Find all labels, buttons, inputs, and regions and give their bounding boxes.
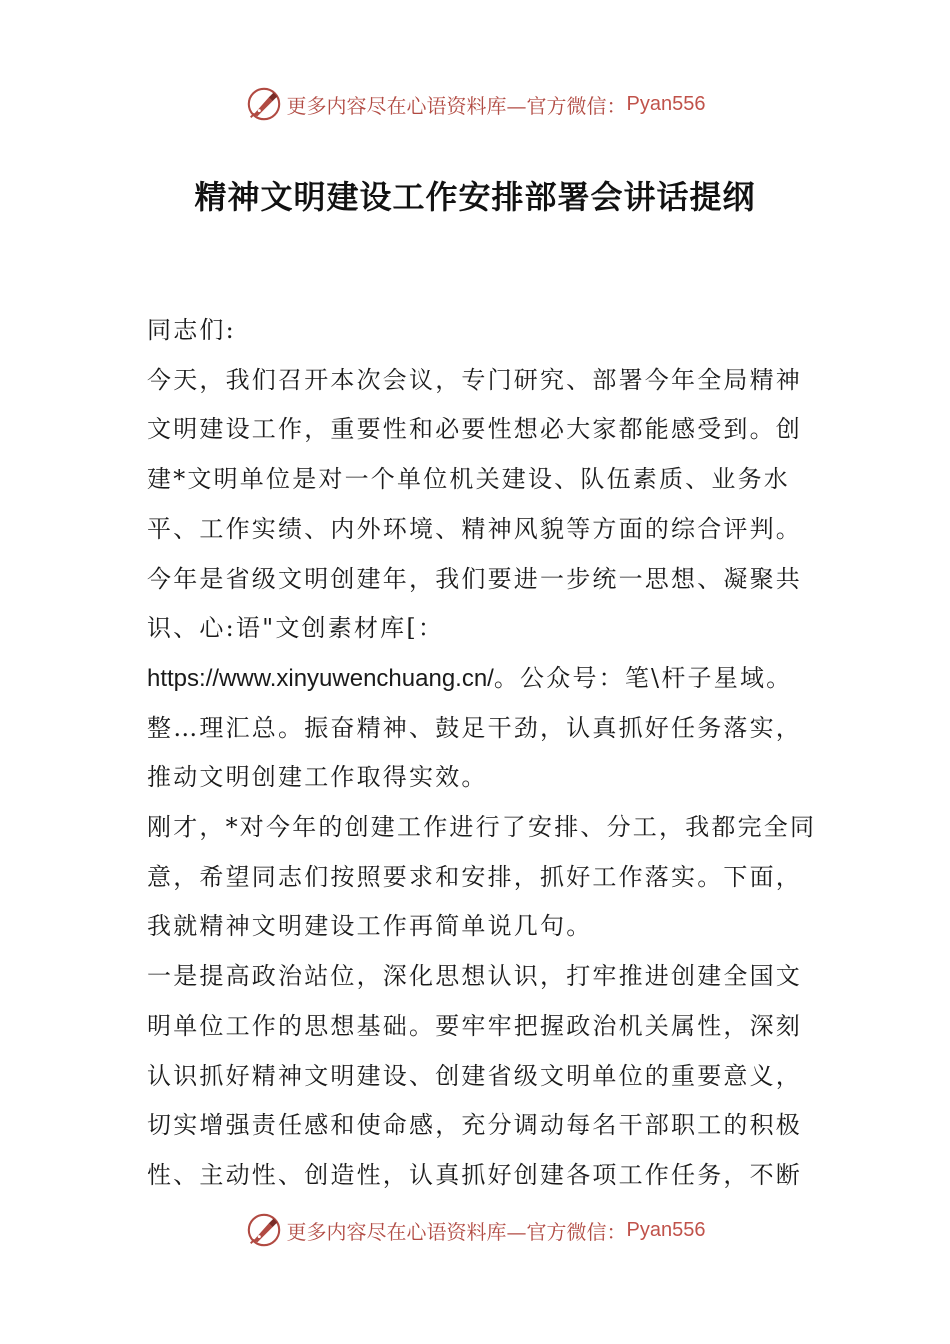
banner-text: 更多内容尽在心语资料库—官方微信： [286, 1219, 627, 1244]
greeting: 同志们: [147, 316, 236, 344]
paragraph-1-part-2: 。公众号：笔\杆子星域。整…理汇总。振奋精神、鼓足干劲，认真抓好任务落实，推动文明创建工作取得实效。 [147, 663, 802, 792]
paragraph-2: 刚才，*对今年的创建工作进行了安排、分工，我都完全同意，希望同志们按照要求和安排，抓好工作落实。下面，我就精神文明建设工作再简单说几句。 [147, 813, 817, 941]
paragraph-1 [147, 356, 817, 803]
wechat-id: Pyan556 [626, 1218, 706, 1241]
pen-nib-logo-icon [245, 85, 283, 123]
footer-banner [0, 1210, 950, 1250]
document-title: 精神文明建设工作安排部署会讲话提纲 [194, 178, 756, 216]
header-banner [0, 84, 950, 124]
paragraph-3: 一是提高政治站位，深化思想认识，打牢推进创建全国文明单位工作的思想基础。要牢牢把握政治机关属性，深刻认识抓好精神文明建设、创建省级文明单位的重要意义，切实增强责任感和使命感，充分调动每名干部职工的积极性、主动性、创造性，认真抓好创建各项工作任务，不断 [147, 962, 802, 1189]
banner-text: 更多内容尽在心语资料库—官方微信： [286, 93, 627, 118]
pen-nib-logo-icon [245, 1211, 283, 1249]
source-url: https://www.xinyuwenchuang.cn/ [147, 664, 494, 692]
wechat-id: Pyan556 [626, 92, 706, 115]
document-body [147, 306, 817, 1201]
paragraph-1-part-1: 今天，我们召开本次会议，专门研究、部署今年全局精神文明建设工作，重要性和必要性想必大家都能感受到。创建*文明单位是对一个单位机关建设、队伍素质、业务水平、工作实绩、内外环境、精神风貌等方面的综合评判。今年是省级文明创建年，我们要进一步统一思想、凝聚共识、心:语"文创素材库[： [147, 365, 802, 643]
